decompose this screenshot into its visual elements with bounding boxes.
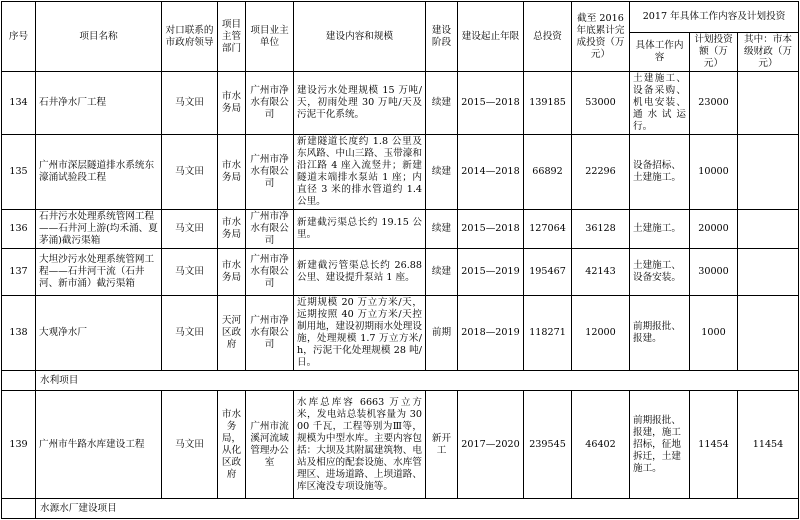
cell-work: 土建施工。: [630, 210, 690, 249]
cell-name: 大坦沙污水处理系统管网工程——石井河干流（石井河、新市涌）截污渠箱: [36, 249, 162, 296]
header-dept: 项目主管部门: [218, 2, 246, 72]
cell-owner: 广州市净水有限公司: [246, 249, 294, 296]
cell-dept: 市水务局: [218, 210, 246, 249]
cell-municipal: [738, 296, 799, 371]
group-seq-cell: [2, 371, 36, 391]
cell-owner: 广州市净水有限公司: [246, 210, 294, 249]
cell-total: 127064: [524, 210, 572, 249]
header-plan-2017: 2017 年具体工作内容及计划投资: [630, 2, 799, 33]
cell-leader: 马文田: [162, 210, 218, 249]
cell-total: 239545: [524, 391, 572, 499]
cell-total: 139185: [524, 72, 572, 135]
cell-planned: 30000: [690, 249, 738, 296]
header-cumulative: 截至 2016 年底累计完成投资（万元）: [572, 2, 630, 72]
cell-stage: 前期: [426, 296, 458, 371]
cell-owner: 广州市流溪河流域管理办公室: [246, 391, 294, 499]
cell-total: 66892: [524, 135, 572, 210]
cell-dept: 市水务局，从化区政府: [218, 391, 246, 499]
cell-name: 广州市深层隧道排水系统东濠涌试验段工程: [36, 135, 162, 210]
cell-content: 建设污水处理规模 15 万吨/天，初雨处理 30 万吨/天及污泥干化系统。: [294, 72, 426, 135]
group-label-water-source: 水源水厂建设项目: [36, 499, 799, 519]
cell-dept: 天河区政府: [218, 296, 246, 371]
cell-work: 土建施工、设备安装。: [630, 249, 690, 296]
cell-cumulative: 12000: [572, 296, 630, 371]
header-owner: 项目业主单位: [246, 2, 294, 72]
header-work: 具体工作内容: [630, 33, 690, 72]
cell-owner: 广州市净水有限公司: [246, 72, 294, 135]
cell-stage: 续建: [426, 72, 458, 135]
cell-stage: 续建: [426, 210, 458, 249]
cell-municipal: [738, 135, 799, 210]
cell-total: 195467: [524, 249, 572, 296]
cell-name: 石井污水处理系统管网工程——石井河上游(均禾涌、夏茅涌)截污渠箱: [36, 210, 162, 249]
cell-content: 新建截污管渠总长约 26.88 公里、建设提升泵站 1 座。: [294, 249, 426, 296]
cell-owner: 广州市净水有限公司: [246, 135, 294, 210]
cell-leader: 马文田: [162, 249, 218, 296]
header-leader: 对口联系的市政府领导: [162, 2, 218, 72]
cell-seq: 135: [2, 135, 36, 210]
table-row: [2, 391, 799, 499]
cell-leader: 马文田: [162, 391, 218, 499]
cell-name: 广州市牛路水库建设工程: [36, 391, 162, 499]
cell-period: 2017—2020: [458, 391, 524, 499]
cell-work: 前期报批、报建。: [630, 296, 690, 371]
cell-seq: 136: [2, 210, 36, 249]
cell-cumulative: 46402: [572, 391, 630, 499]
group-seq-cell: [2, 499, 36, 519]
cell-stage: 新开工: [426, 391, 458, 499]
cell-content: 新建隧道长度约 1.8 公里及东风路、中山三路、玉带濠和沿江路 4 座入流竖井；新建隧道末端排水泵站 1 座；内直径 3 米的排水管道约 1.4 公里。: [294, 135, 426, 210]
cell-period: 2014—2018: [458, 135, 524, 210]
cell-period: 2015—2019: [458, 249, 524, 296]
cell-period: 2018—2019: [458, 296, 524, 371]
cell-seq: 134: [2, 72, 36, 135]
cell-content: 新建截污渠总长约 19.15 公里。: [294, 210, 426, 249]
cell-cumulative: 22296: [572, 135, 630, 210]
header-municipal: 其中：市本级财政（万元）: [738, 33, 799, 72]
cell-cumulative: 36128: [572, 210, 630, 249]
cell-leader: 马文田: [162, 135, 218, 210]
project-table: [1, 1, 799, 519]
cell-period: 2015—2018: [458, 210, 524, 249]
header-period: 建设起止年限: [458, 2, 524, 72]
cell-work: 设备招标、土建施工。: [630, 135, 690, 210]
cell-period: 2015—2018: [458, 72, 524, 135]
header-content: 建设内容和规模: [294, 2, 426, 72]
table-row: [2, 210, 799, 249]
header-total: 总投资: [524, 2, 572, 72]
group-row: [2, 499, 799, 519]
header-seq: 序号: [2, 2, 36, 72]
cell-work: 土建施工、设备采购、机电安装、通水试运行。: [630, 72, 690, 135]
cell-work: 前期报批、报建，施工招标，征地拆迁，土建施工。: [630, 391, 690, 499]
header-row-1: [2, 2, 799, 33]
cell-leader: 马文田: [162, 296, 218, 371]
cell-name: 大观净水厂: [36, 296, 162, 371]
cell-planned: 10000: [690, 135, 738, 210]
cell-planned: 11454: [690, 391, 738, 499]
cell-cumulative: 53000: [572, 72, 630, 135]
cell-stage: 续建: [426, 135, 458, 210]
group-label-water-conservancy: 水利项目: [36, 371, 799, 391]
cell-owner: 广州市净水有限公司: [246, 296, 294, 371]
cell-dept: 市水务局: [218, 249, 246, 296]
cell-name: 石井净水厂工程: [36, 72, 162, 135]
cell-dept: 市水务局: [218, 72, 246, 135]
cell-municipal: [738, 72, 799, 135]
cell-planned: 20000: [690, 210, 738, 249]
cell-content: 近期规模 20 万立方米/天，远期按照 40 万立方米/天控制用地，建设初期雨水处理设施，处理规模 1.7 万立方米/h，污泥干化处理规模 28 吨/日。: [294, 296, 426, 371]
header-stage: 建设阶段: [426, 2, 458, 72]
cell-content: 水库总库容 6663 万立方米，发电站总装机容量为 3000 千瓦，工程等别为Ⅲ等，规模为中型水库。主要内容包括：大坝及其附属建筑物、电站及相应的配套设施、水库管理区、进场道路、上坝道路、库区淹没专项设施等。: [294, 391, 426, 499]
header-name: 项目名称: [36, 2, 162, 72]
cell-leader: 马文田: [162, 72, 218, 135]
table-row: [2, 296, 799, 371]
cell-seq: 137: [2, 249, 36, 296]
cell-seq: 138: [2, 296, 36, 371]
table-row: [2, 249, 799, 296]
cell-planned: 23000: [690, 72, 738, 135]
cell-municipal: [738, 249, 799, 296]
cell-total: 118271: [524, 296, 572, 371]
cell-planned: 1000: [690, 296, 738, 371]
cell-municipal: [738, 210, 799, 249]
cell-municipal: 11454: [738, 391, 799, 499]
table-row: [2, 72, 799, 135]
table-row: [2, 135, 799, 210]
header-planned: 计划投资额（万元）: [690, 33, 738, 72]
cell-dept: 市水务局: [218, 135, 246, 210]
group-row: [2, 371, 799, 391]
cell-cumulative: 42143: [572, 249, 630, 296]
cell-stage: 续建: [426, 249, 458, 296]
cell-seq: 139: [2, 391, 36, 499]
